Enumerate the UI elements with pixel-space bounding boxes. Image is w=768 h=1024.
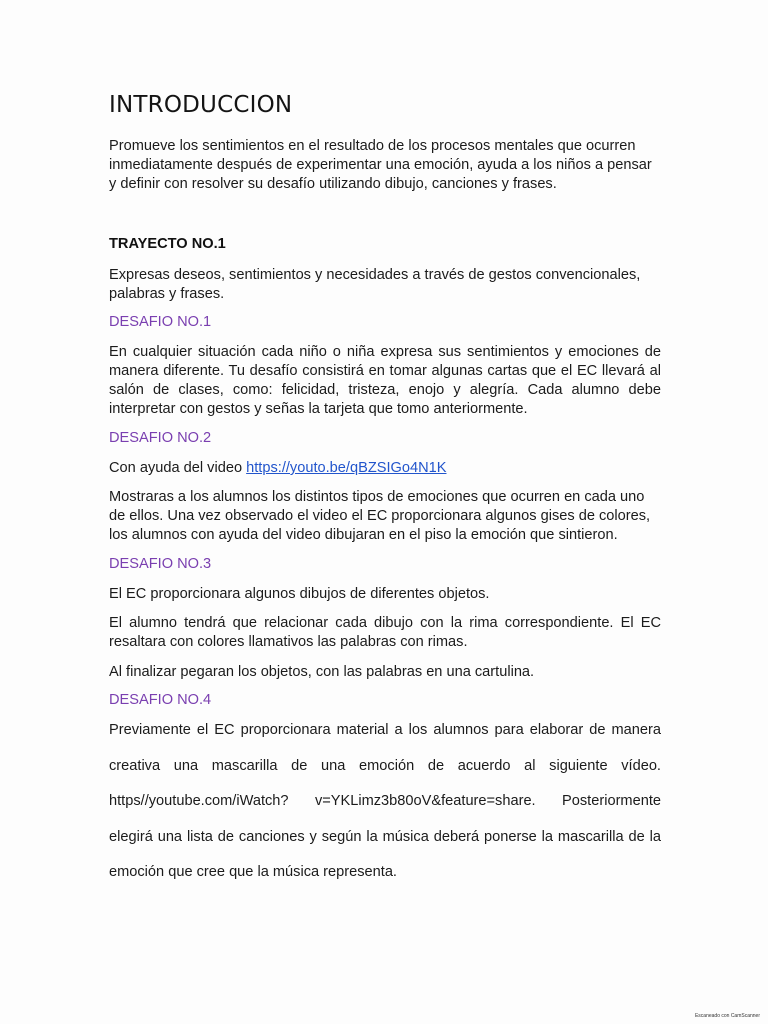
- desafio-4-line: creativa una mascarilla de una emoción de acuerdo al siguiente vídeo.: [109, 757, 661, 774]
- desafio-1-heading: DESAFIO NO.1: [109, 314, 212, 330]
- intro-paragraph: Promueve los sentimientos en el resultado de los procesos mentales que ocurren inmediatamente después de experimentar una emoción, ayuda a los niños a pensar y definir con resolver su desafío utilizando dibujo, canciones y frases.: [109, 138, 652, 192]
- desafio-3-paragraph-2: El alumno tendrá que relacionar cada dibujo con la rima correspondiente. El EC resaltara con colores llamativos las palabras con rimas.: [109, 615, 661, 650]
- desafio-4-line: emoción que cree que la música representa.: [109, 864, 397, 880]
- video-prefix: Con ayuda del video: [109, 460, 247, 476]
- desafio-4-line: https//youtube.com/iWatch? v=YKLimz3b80oV&feature=share. Posteriormente: [109, 793, 661, 809]
- desafio-4-heading: DESAFIO NO.4: [109, 692, 212, 708]
- desafio-4-line: elegirá una lista de canciones y según la música deberá ponerse la mascarilla de la: [109, 828, 661, 845]
- scanner-watermark: Escaneado con CamScanner: [694, 1013, 760, 1019]
- desafio-4-line: Previamente el EC proporcionara material a los alumnos para elaborar de manera: [109, 722, 661, 738]
- desafio-2-heading: DESAFIO NO.2: [109, 430, 212, 446]
- video-line: [109, 459, 661, 478]
- page-title: INTRODUCCION: [109, 92, 293, 118]
- desafio-3-heading: DESAFIO NO.3: [109, 556, 212, 572]
- desafio-2-paragraph: Mostraras a los alumnos los distintos tipos de emociones que ocurren en cada uno de ellos. Una vez observado el video el EC proporcionara algunos gises de colores, los alumnos con ayuda del video dibujaran en el piso la emoción que sintieron.: [109, 489, 651, 543]
- desafio-1-paragraph: En cualquier situación cada niño o niña expresa sus sentimientos y emociones de manera diferente. Tu desafío consistirá en tomar algunas cartas que el EC llevará al salón de clases, como: felicidad, tristeza, enojo y alegría. Cada alumno debe interpretar con gestos y señas la tarjeta que tomo anteriormente.: [109, 344, 661, 417]
- desafio-3-paragraph-3: Al finalizar pegaran los objetos, con las palabras en una cartulina.: [109, 664, 535, 680]
- trayecto-paragraph: Expresas deseos, sentimientos y necesidades a través de gestos convencionales, palabras y frases.: [109, 267, 641, 302]
- video-link[interactable]: https://youto.be/qBZSIGo4N1K: [246, 460, 447, 476]
- desafio-3-paragraph-1: El EC proporcionara algunos dibujos de diferentes objetos.: [109, 586, 490, 602]
- trayecto-heading: TRAYECTO NO.1: [109, 236, 226, 252]
- desafio-4-paragraph: [109, 721, 661, 899]
